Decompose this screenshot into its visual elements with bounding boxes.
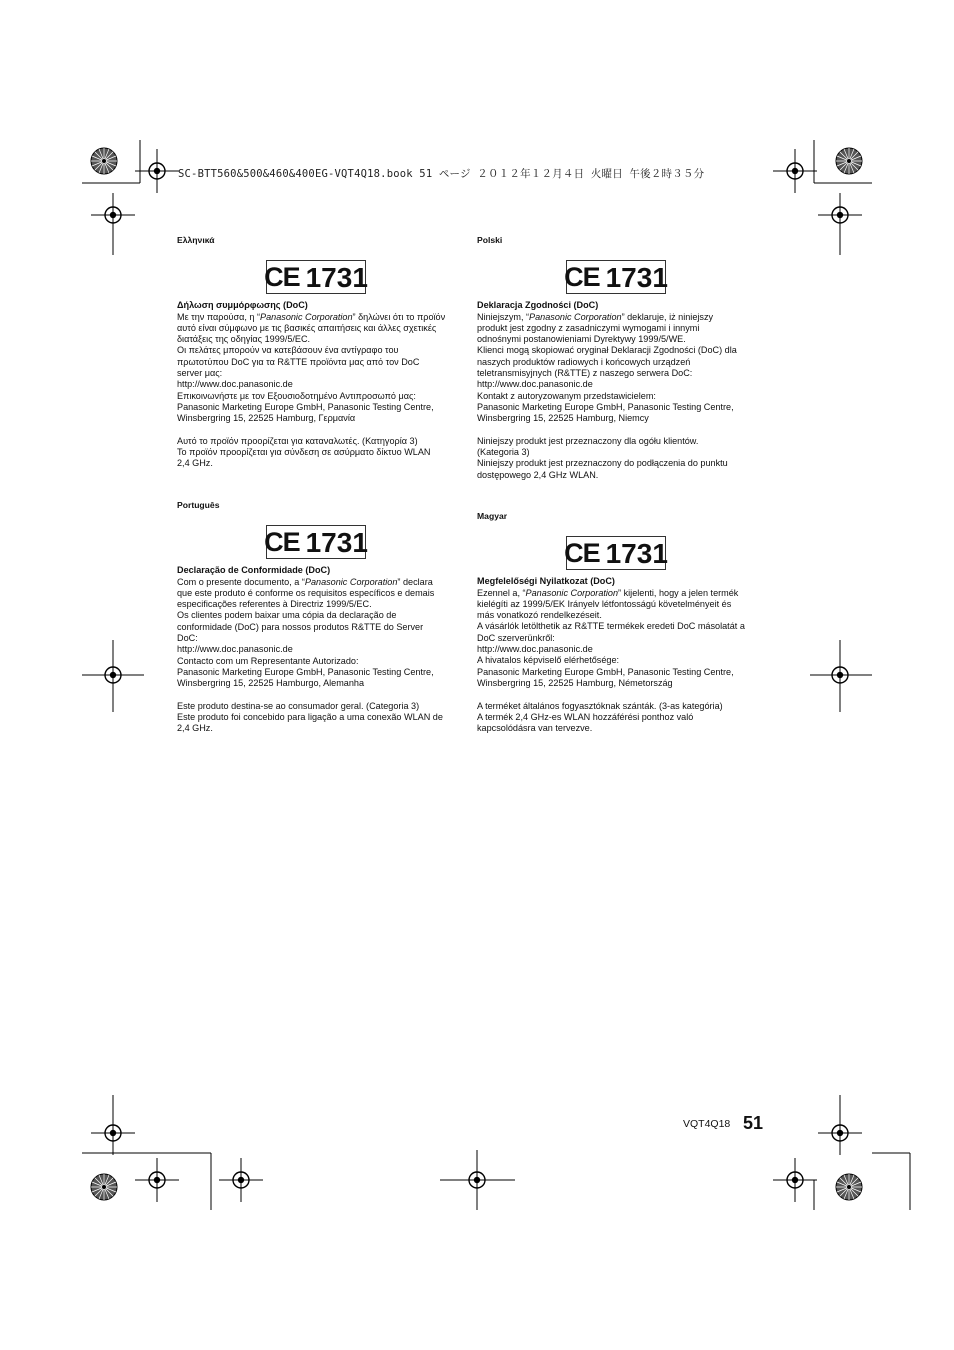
crop-lines-bottom-right xyxy=(814,1153,910,1210)
registration-star-icon xyxy=(91,1174,117,1200)
body-line: 2,4 GHz. xyxy=(177,723,213,734)
doc-title: Declaração de Conformidade (DoC) xyxy=(177,565,331,576)
body-line: Winsbergring 15, 22525 Hamburg, Niemcy xyxy=(477,413,649,424)
book-file-header: SC-BTT560&500&460&400EG-VQT4Q18.book 51 ページ ２０１２年１２月４日 火曜日 午後２時３５分 xyxy=(178,168,705,180)
body-line: Niniejszy produkt jest przeznaczony do podłączenia do punktu xyxy=(477,458,728,469)
body-line: Este produto destina-se ao consumador geral. (Categoria 3) xyxy=(177,700,420,711)
body-line: kapcsolódásra van tervezve. xyxy=(477,723,593,734)
section-body xyxy=(177,577,462,735)
body-line: odnośnymi postanowieniami Dyrektywy 1999/5/WE. xyxy=(477,334,686,345)
section-hungarian xyxy=(477,511,762,734)
registration-target-icon xyxy=(219,1158,263,1202)
body-line: http://www.doc.panasonic.de xyxy=(477,644,593,655)
model-code: VQT4Q18 xyxy=(683,1118,731,1130)
body-line: πρωτοτύπου DoC για τα R&TTE προϊόντα μας από τον DoC xyxy=(177,356,420,367)
body-line: Klienci mogą skopiować oryginał Deklaracji Zgodności (DoC) dla xyxy=(477,345,737,356)
body-line: Οι πελάτες μπορούν να κατεβάσουν ένα αντίγραφο του xyxy=(177,345,399,356)
body-line: Niniejszy produkt jest przeznaczony dla ogółu klientów. xyxy=(477,435,699,446)
body-line: http://www.doc.panasonic.de xyxy=(477,379,593,390)
body-line: αυτό είναι σύμφωνο με τις βασικές απαιτήσεις και άλλες σχετικές xyxy=(177,322,437,333)
body-line: http://www.doc.panasonic.de xyxy=(177,379,293,390)
body-line: Το προϊόν προορίζεται για σύνδεση σε ασύρματο δίκτυο WLAN xyxy=(177,447,431,458)
body-line: conformidade (DoC) para nossos produtos R&TTE do Server xyxy=(177,621,424,632)
body-line: (Kategoria 3) xyxy=(477,447,530,458)
body-line: Niniejszym, “Panasonic Corporation” deklaruje, iż niniejszy xyxy=(477,311,714,322)
body-line: http://www.doc.panasonic.de xyxy=(177,644,293,655)
paragraph-gap xyxy=(177,425,462,436)
doc-title: Δήλωση συμμόρφωσης (DoC) xyxy=(177,300,308,311)
body-line: Panasonic Marketing Europe GmbH, Panasonic Testing Centre, xyxy=(477,401,734,412)
paragraph-gap xyxy=(477,689,762,700)
body-line: Com o presente documento, a “Panasonic Corporation” declara xyxy=(177,576,433,587)
registration-star-icon xyxy=(836,148,862,174)
body-line: Contacto com um Representante Autorizado: xyxy=(177,655,359,666)
body-line: Panasonic Marketing Europe GmbH, Panasonic Testing Centre, xyxy=(477,666,734,677)
ce-mark-box xyxy=(266,260,366,294)
body-line: Αυτό το προϊόν προορίζεται για καταναλωτές. (Κατηγορία 3) xyxy=(177,435,418,446)
body-line: Winsbergring 15, 22525 Hamburg, Németország xyxy=(477,677,673,688)
section-title: Polski xyxy=(477,235,503,245)
doc-title: Deklaracja Zgodności (DoC) xyxy=(477,300,599,311)
notified-body-number: 1731 xyxy=(605,261,668,293)
ce-mark-icon: CE xyxy=(264,261,300,292)
body-line: A terméket általános fogyasztóknak szánták. (3-as kategória) xyxy=(477,700,723,711)
registration-target-icon xyxy=(818,193,862,237)
section-polish xyxy=(477,235,762,481)
body-line: 2,4 GHz. xyxy=(177,458,213,469)
body-line: Winsbergring 15, 22525 Hamburgo, Alemanha xyxy=(177,678,365,689)
body-line: especificações referentes à Directriz 1999/5/EC. xyxy=(177,599,372,610)
body-line: DoC: xyxy=(177,633,198,644)
body-line: teletransmisyjnych (R&TTE) z naszego serwera DoC: xyxy=(477,368,693,379)
body-line: dostępowego 2,4 GHz WLAN. xyxy=(477,469,599,480)
body-line: A vásárlók letölthetik az R&TTE termékek eredeti DoC másolatát a xyxy=(477,621,745,632)
section-title: Português xyxy=(177,500,220,510)
page-number: 51 xyxy=(743,1113,764,1133)
notified-body-number: 1731 xyxy=(605,537,668,569)
registration-target-icon xyxy=(135,149,179,193)
body-line: Kontakt z autoryzowanym przedstawicielem: xyxy=(477,390,656,401)
registration-target-icon xyxy=(818,1111,862,1155)
body-line: A hivatalos képviselő elérhetősége: xyxy=(477,655,620,666)
notified-body-number: 1731 xyxy=(305,261,368,293)
section-portuguese xyxy=(177,500,462,735)
body-line: server μας: xyxy=(177,368,223,379)
section-body xyxy=(477,588,762,735)
ce-mark-box xyxy=(266,525,366,559)
body-line: DoC szerverünkről: xyxy=(477,632,555,643)
section-body xyxy=(477,312,762,481)
body-line: διατάξεις της οδηγίας 1999/5/EC. xyxy=(177,334,311,345)
body-line: Panasonic Marketing Europe GmbH, Panasonic Testing Centre, xyxy=(177,401,434,412)
ce-mark-icon: CE xyxy=(564,537,600,568)
ce-mark-box xyxy=(566,536,666,570)
registration-target-icon xyxy=(773,149,817,193)
body-line: produkt jest zgodny z zasadniczymi wymogami i innymi xyxy=(477,322,700,333)
ce-mark-icon: CE xyxy=(264,526,300,557)
body-line: Winsbergring 15, 22525 Hamburg, Γερμανία xyxy=(177,413,356,424)
body-line: más vonatkozó rendelkezéseit. xyxy=(477,610,602,621)
body-line: Este produto foi concebido para ligação a uma conexão WLAN de xyxy=(177,712,443,723)
registration-target-icon xyxy=(135,1158,179,1202)
body-line: Ezennel a, “Panasonic Corporation” kijelenti, hogy a jelen termék xyxy=(477,587,739,598)
body-line: Os clientes podem baixar uma cópia da declaração de xyxy=(177,610,397,621)
section-title: Magyar xyxy=(477,511,508,521)
registration-target-icon xyxy=(91,193,135,237)
registration-target-icon xyxy=(773,1158,817,1202)
section-title: Ελληνικά xyxy=(177,235,215,245)
ce-mark-box xyxy=(566,260,666,294)
body-line: que este produto é conforme os requisitos específicos e demais xyxy=(177,587,435,598)
section-greek xyxy=(177,235,462,470)
body-line: Επικοινωνήστε με τον Εξουσιοδοτημένο Αντιπροσωπό μας: xyxy=(177,390,416,401)
paragraph-gap xyxy=(177,690,462,701)
ce-mark-icon: CE xyxy=(564,261,600,292)
doc-title: Megfelelőségi Nyilatkozat (DoC) xyxy=(477,576,615,587)
body-line: A termék 2,4 GHz-es WLAN hozzáférési ponthoz való xyxy=(477,711,694,722)
section-body xyxy=(177,312,462,470)
body-line: Με την παρούσα, η “Panasonic Corporation” δηλώνει ότι το προϊόν xyxy=(177,311,446,322)
registration-target-icon xyxy=(91,1111,135,1155)
registration-star-icon xyxy=(91,148,117,174)
body-line: naszych produktów radiowych i końcowych urządzeń xyxy=(477,356,691,367)
body-line: kielégíti az 1999/5/EK Irányelv létfontosságú követelményeit és xyxy=(477,598,732,609)
body-line: Panasonic Marketing Europe GmbH, Panasonic Testing Centre, xyxy=(177,666,434,677)
registration-star-icon xyxy=(836,1174,862,1200)
notified-body-number: 1731 xyxy=(305,526,368,558)
paragraph-gap xyxy=(477,425,762,436)
